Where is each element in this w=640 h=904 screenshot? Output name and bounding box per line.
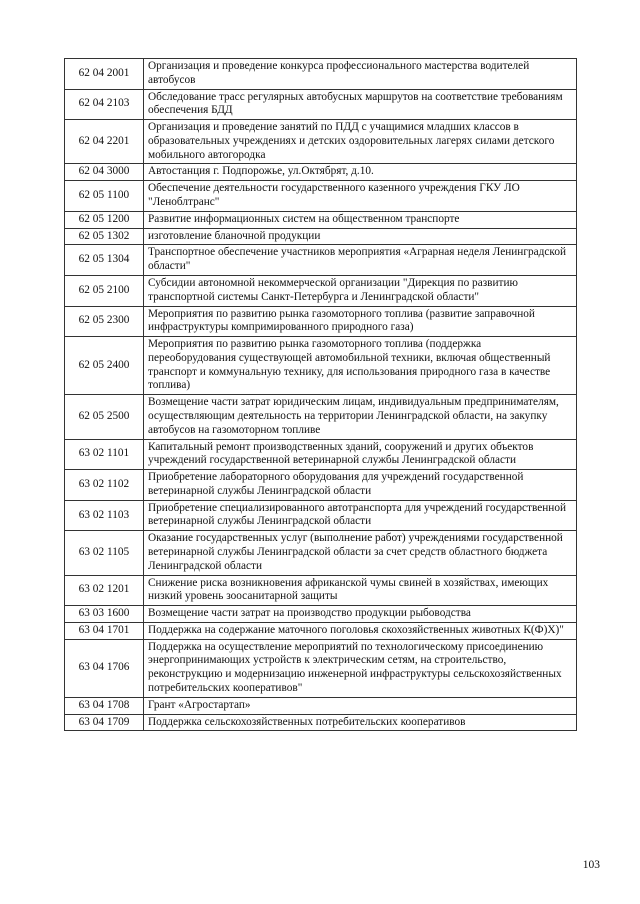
row-code: 62 05 1302 — [65, 228, 144, 245]
row-code: 62 05 2300 — [65, 306, 144, 337]
row-code: 63 04 1706 — [65, 639, 144, 697]
table-row — [65, 120, 577, 164]
row-code: 62 05 1100 — [65, 181, 144, 212]
table-row — [65, 639, 577, 697]
table-row — [65, 211, 577, 228]
row-description: Мероприятия по развитию рынка газомоторного топлива (поддержка переоборудования существующей автомобильной техники, включая общественный транспорт и коммунальную технику, для использования природного газа в качестве топлива) — [144, 337, 577, 395]
table-row — [65, 59, 577, 90]
row-code: 62 04 3000 — [65, 164, 144, 181]
row-code: 63 02 1102 — [65, 470, 144, 501]
row-description: Поддержка на осуществление мероприятий по технологическому присоединению энергопринимающих устройств к электрическим сетям, на строительство, реконструкцию и модернизацию инженерной инфраструктуры сельскохозяйственных потребительских кооперативов" — [144, 639, 577, 697]
budget-code-table — [64, 58, 577, 731]
row-code: 62 05 2100 — [65, 275, 144, 306]
table-row — [65, 395, 577, 439]
table-row — [65, 164, 577, 181]
page-number: 103 — [582, 859, 600, 871]
row-description: Капитальный ремонт производственных зданий, сооружений и других объектов учреждений государственной ветеринарной службы Ленинградской области — [144, 439, 577, 470]
row-code: 62 05 1200 — [65, 211, 144, 228]
table-row — [65, 228, 577, 245]
table-row — [65, 714, 577, 731]
row-description: Поддержка сельскохозяйственных потребительских кооперативов — [144, 714, 577, 731]
row-description: Грант «Агростартап» — [144, 697, 577, 714]
row-description: Поддержка на содержание маточного поголовья скохозяйственных животных К(Ф)Х)" — [144, 622, 577, 639]
row-code: 63 03 1600 — [65, 606, 144, 623]
table-row — [65, 622, 577, 639]
row-description: Возмещение части затрат на производство продукции рыбоводства — [144, 606, 577, 623]
table-row — [65, 500, 577, 531]
row-code: 63 04 1701 — [65, 622, 144, 639]
table-body — [65, 59, 577, 731]
row-description: Организация и проведение занятий по ПДД с учащимися младших классов в образовательных учреждениях и детских оздоровительных лагерях силами детского мобильного автогородка — [144, 120, 577, 164]
row-description: Автостанция г. Подпорожье, ул.Октябрят, д.10. — [144, 164, 577, 181]
table-row — [65, 181, 577, 212]
table-row — [65, 439, 577, 470]
row-description: Развитие информационных систем на общественном транспорте — [144, 211, 577, 228]
row-code: 63 02 1103 — [65, 500, 144, 531]
row-description: Субсидии автономной некоммерческой организации "Дирекция по развитию транспортной системы Санкт-Петербурга и Ленинградской области" — [144, 275, 577, 306]
table-row — [65, 697, 577, 714]
row-code: 62 04 2103 — [65, 89, 144, 120]
row-code: 62 05 2400 — [65, 337, 144, 395]
row-description: Возмещение части затрат юридическим лицам, индивидуальным предпринимателям, осуществляющим деятельность на территории Ленинградской области, на закупку автобусов на газомоторном топливе — [144, 395, 577, 439]
row-description: Мероприятия по развитию рынка газомоторного топлива (развитие заправочной инфраструктуры компримированного природного газа) — [144, 306, 577, 337]
row-description: Транспортное обеспечение участников мероприятия «Аграрная неделя Ленинградской области" — [144, 245, 577, 276]
row-code: 62 05 2500 — [65, 395, 144, 439]
table-row — [65, 306, 577, 337]
row-code: 63 04 1708 — [65, 697, 144, 714]
row-code: 63 04 1709 — [65, 714, 144, 731]
table-row — [65, 245, 577, 276]
row-description: Организация и проведение конкурса профессионального мастерства водителей автобусов — [144, 59, 577, 90]
row-code: 62 04 2201 — [65, 120, 144, 164]
row-description: Приобретение лабораторного оборудования для учреждений государственной ветеринарной службы Ленинградской области — [144, 470, 577, 501]
table-row — [65, 575, 577, 606]
row-description: Оказание государственных услуг (выполнение работ) учреждениями государственной ветеринарной службы Ленинградской области за счет средств областного бюджета Ленинградской области — [144, 531, 577, 575]
table-row — [65, 275, 577, 306]
row-description: Обследование трасс регулярных автобусных маршрутов на соответствие требованиям обеспечения БДД — [144, 89, 577, 120]
table-row — [65, 470, 577, 501]
row-description: Приобретение специализированного автотранспорта для учреждений государственной ветеринарной службы Ленинградской области — [144, 500, 577, 531]
table-row — [65, 89, 577, 120]
row-description: Снижение риска возникновения африканской чумы свиней в хозяйствах, имеющих низкий уровень зоосанитарной защиты — [144, 575, 577, 606]
table-row — [65, 606, 577, 623]
table-row — [65, 531, 577, 575]
row-code: 63 02 1105 — [65, 531, 144, 575]
row-code: 62 05 1304 — [65, 245, 144, 276]
row-code: 63 02 1201 — [65, 575, 144, 606]
row-code: 62 04 2001 — [65, 59, 144, 90]
row-code: 63 02 1101 — [65, 439, 144, 470]
row-description: изготовление бланочной продукции — [144, 228, 577, 245]
table-row — [65, 337, 577, 395]
row-description: Обеспечение деятельности государственного казенного учреждения ГКУ ЛО "Леноблтранс" — [144, 181, 577, 212]
